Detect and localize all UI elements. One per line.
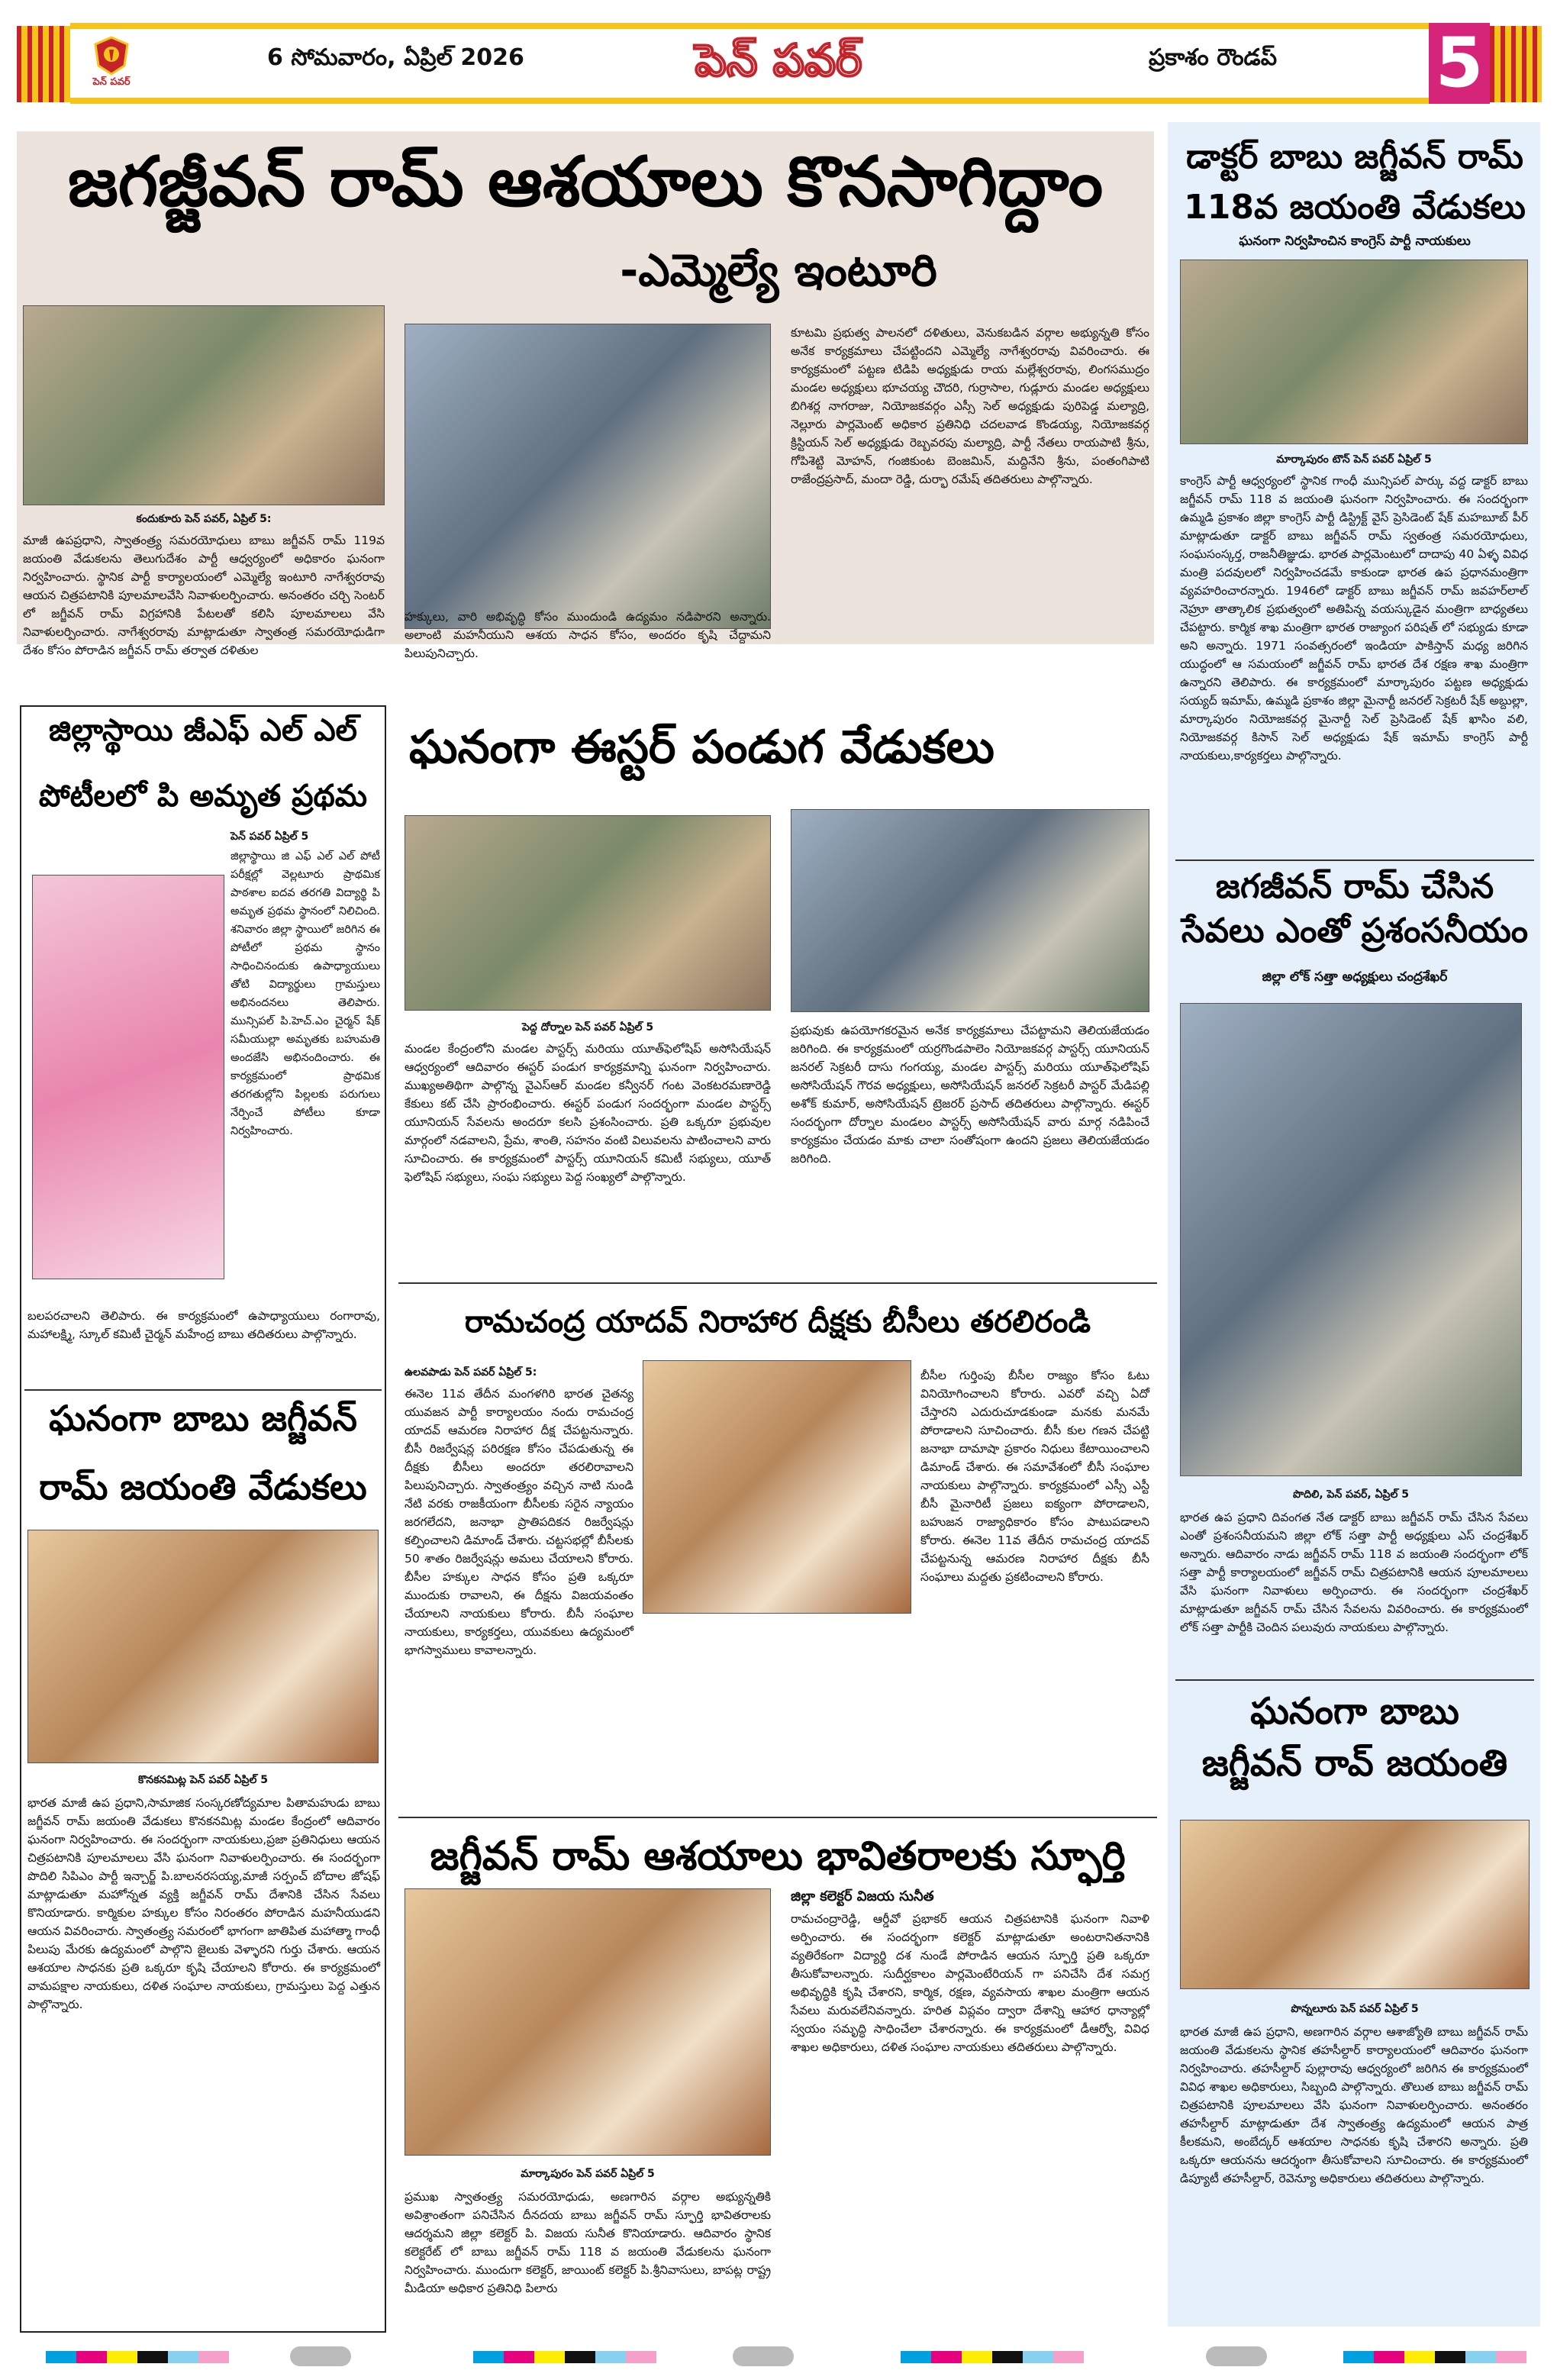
collector-col2: రామచంద్రారెడ్డి, ఆర్డీవో ప్రభాకర్ ఆయన చిత్రపటానికి ఘనంగా నివాళి అర్పించారు. ఈ సందర్భంగా కలెక్టర్ మాట్లాడుతూ అంటరానితనానికి వ్యతిరేకంగా విద్యార్థి దశ నుండే పోరాడిన ఆయన స్ఫూర్తి ప్రతి ఒక్కరూ తీసుకోవాలన్నారు. సుదీర్ఘకాలం పార్లమెంటేరియన్ గా పనిచేసి దేశ సమగ్ర అభివృద్ధికి కృషి చేశారని, కార్మిక, రక్షణ, వ్యవసాయ శాఖల మంత్రిగా ఆయన సేవలు మరువలేనివన్నారు. హరిత విప్లవం ద్వారా దేశాన్ని ఆహార ధాన్యాల్లో స్వయం సమృద్ధి సాధించేలా చేశారన్నారు. ఈ కార్యక్రమంలో డీఆర్వో, వివిధ శాఖల అధికారులు, దళిత సంఘాల నాయకులు తదితరులు పాల్గొన్నారు. <box>791 1912 1149 2054</box>
left-top-body-below: బలపరచాలని తెలిపారు. ఈ కార్యక్రమంలో ఉపాధ్యాయులు రంగారావు, మహాలక్ష్మి, స్కూల్ కమిటీ చైర్మన్ మహేంద్ర బాబు తదితరులు పాల్గొన్నారు. <box>27 1309 380 1341</box>
sidebar-mid-headline-2: సేవలు ఎంతో ప్రశంసనీయం <box>1181 911 1529 950</box>
left-mid-headline-1: ఘనంగా బాబు జగ్జీవన్ <box>49 1398 357 1439</box>
collector-col1: ప్రముఖ స్వాతంత్ర్య సమరయోధుడు, అణగారిన వర్గాల అభ్యున్నతికి అవిశ్రాంతంగా పనిచేసిన దీనదయ బాబు జగ్జీవన్ రామ్ స్ఫూర్తి భావితరాలకు ఆదర్శమని జిల్లా కలెక్టర్ పి. విజయ సునీత కొనియాడారు. ఆదివారం స్థానిక కలెక్టరేట్ లో బాబు జగ్జీవన్ రామ్ 118 వ జయంతి వేడుకలను ఘనంగా నిర్వహించారు. ముందుగా కలెక్టర్, జాయింట్ కలెక్టర్ పి.శ్రీనివాసులు, బాపట్ల రాష్ట్ర మీడియా అధికార ప్రతినిధి పిలారు <box>405 2190 771 2295</box>
left-top-headline-1: జిల్లాస్థాయి జీఎఫ్ ఎల్ ఎల్ <box>48 713 358 748</box>
sidebar-divider-1 <box>1175 859 1534 861</box>
lead-col2: హక్కులు, వారి అభివృద్ధి కోసం ముందుండి ఉద్యమం నడిపారని అన్నారు. అలాంటి మహనీయుని ఆశయ సాధన కోసం, అందరం కృషి చేద్దామని పిలుపునిచ్చారు. <box>405 610 771 660</box>
sidebar-bottom-body: భారత మాజీ ఉప ప్రధాని, అణగారిన వర్గాల ఆశాజ్యోతి బాబు జగ్జీవన్ రామ్ జయంతి వేడుకలను స్థానిక తహసీల్దార్ కార్యాలయంలో ఆదివారం ఘనంగా నిర్వహించారు. తహసీల్దార్ పుల్లారావు ఆధ్వర్యంలో జరిగిన ఈ కార్యక్రమంలో వివిధ శాఖల అధికారులు, సిబ్బంది పాల్గొన్నారు. తొలుత బాబు జగ్జీవన్ రామ్ చిత్రపటానికి పూలమాలలు వేసి ఘనంగా నివాళులర్పించారు. అనంతరం తహసీల్దార్ మాట్లాడుతూ దేశ స్వాతంత్ర్య ఉద్యమంలో ఆయన పాత్ర కీలకమని, అంబేద్కర్ ఆశయాల సాధనకు కృషి చేశారని అన్నారు. ప్రతి ఒక్కరూ ఆయనను ఆదర్శంగా తీసుకోవాలని సూచించారు. ఈ కార్యక్రమంలో డిప్యూటీ తహసీల్దార్, రెవెన్యూ అధికారులు తదితరులు పాల్గొన్నారు. <box>1180 2025 1528 2185</box>
left-top-body-side: జిల్లాస్థాయి జి ఎఫ్ ఎల్ ఎల్ పోటీ పరీక్షల్లో వెల్లటూరు ప్రాథమిక పాఠశాల ఐదవ తరగతి విద్యార్థి పి అమృత ప్రథమ స్థానంలో నిలిచింది. శనివారం జిల్లా స్థాయిలో జరిగిన ఈ పోటీలో ప్రథమ స్థానం సాధించినందుకు ఉపాధ్యాయులు తోటి విద్యార్థులు గ్రామస్తులు అభినందనలు తెలిపారు. మున్సిపల్ పి.హెచ్.ఎం చైర్మన్ షేక్ సమీయుల్లా అమృతకు బహుమతి అందజేసి అభినందించారు. ఈ కార్యక్రమంలో ప్రాథమిక తరగతుల్లోని పిల్లలకు పరుగులు నేర్పించే పోటీలు కూడా నిర్వహించారు. <box>230 850 380 1137</box>
lead-headline: జగజ్జీవన్ రామ్ ఆశయాలు కొనసాగిద్దాం <box>67 142 1104 222</box>
lead-photo-office <box>23 305 385 505</box>
ramachandra-headline: రామచంద్ర యాదవ్ నిరాహార దీక్షకు బీసీలు తరలిరండి <box>464 1304 1091 1340</box>
registration-mark-3 <box>1206 2346 1267 2366</box>
sidebar-top-caption: మార్కాపురం టౌన్ పెన్ పవర్ ఏప్రిల్ 5 <box>1276 453 1432 466</box>
print-color-bar-left <box>46 2351 229 2363</box>
header-rule-bottom <box>70 98 1429 104</box>
lead-photo-statue <box>405 324 771 629</box>
left-mid-body: భారత మాజీ ఉప ప్రధాని,సామాజిక సంస్కరణోద్యమాల పితామహుడు బాబు జగ్జీవన్ రామ్ జయంతి వేడుకలు కొనకనమిట్ల మండల కేంద్రంలో ఆదివారం ఘనంగా నిర్వహించారు. ఈ సందర్భంగా నాయకులు,ప్రజా ప్రతినిధులు ఆయన చిత్రపటానికి పూలమాలలు వేసి ఘనంగా నివాళులర్పించారు. ఈ సందర్భంగా పొదిలి సిపిఎం పార్టీ ఇన్చార్జ్ పి.బాలనరసయ్య,మాజీ సర్పంచ్ బోదాల జోషఫ్ మాట్లాడుతూ మహోన్నత వ్యక్తి జగ్జీవన్ రామ్ దేశానికి చేసిన సేవలు కొనియాడారు. కార్మికుల హక్కుల కోసం నిరంతరం పోరాడిన మహనీయుడని ఆయన వివరించారు. స్వాతంత్ర్య సమరంలో భాగంగా జాతిపిత మహాత్మా గాంధీ పిలుపు మేరకు ఉద్యమంలో పాల్గొని జైలుకు వెళ్ళారని గుర్తు చేశారు. ఆయన ఆశయాల సాధనకు ప్రతి ఒక్కరూ కృషి చేయాలని కోరారు. ఈ కార్యక్రమంలో వామపక్షాల నాయకులు, దళిత సంఘాల నాయకులు, గ్రామస్తులు పెద్ద ఎత్తున పాల్గొన్నారు. <box>27 1796 380 2011</box>
sidebar-mid-headline-1: జగజీవన్ రామ్ చేసిన <box>1215 867 1494 906</box>
paper-masthead: పెన్ పవర్ <box>695 34 862 86</box>
page-number-box <box>1429 23 1490 104</box>
paper-logo <box>79 29 143 96</box>
center-divider-1 <box>398 1282 1157 1284</box>
collector-subhead: జిల్లా కలెక్టర్ విజయ సునీత <box>791 1888 934 1904</box>
logo-caption: పెన్ పవర్ <box>92 76 131 88</box>
ramachandra-col2: బీసీల గుర్తింపు బీసీల రాజ్యం కోసం ఓటు వినియోగించాలని కోరారు. ఎవరో వచ్చి ఏదో చేస్తారని ఎదురుచూడకుండా మనకు మనమే పోరాడాలని సూచించారు. బీసీ కుల గణన చేపట్టి జనాభా దామాషా ప్రకారం నిధులు కేటాయించాలని డిమాండ్ చేశారు. ఈ సమావేశంలో బీసీ సంఘాల నాయకులు పాల్గొన్నారు. కార్యక్రమంలో ఎస్సీ ఎస్టీ బీసీ మైనారిటీ ప్రజలు ఐక్యంగా పోరాడాలని, బహుజన రాజ్యాధికారం కోసం పాటుపడాలని కోరారు. ఈనెల 11వ తేదీన రామచంద్ర యాదవ్ చేపట్టనున్న ఆమరణ నిరాహార దీక్షకు బీసీ సంఘాలు మద్దతు ప్రకటించాలని కోరారు. <box>920 1369 1149 1584</box>
page-number: 5 <box>1435 23 1484 103</box>
lead-col1: మాజీ ఉపప్రధాని, స్వాతంత్ర్య సమరయోధులు బాబు జగ్జీవన్ రామ్ 119వ జయంతి వేడుకలను తెలుగుదేశం పార్టీ ఆధ్వర్యంలో అధికారం ఘనంగా నిర్వహించారు. స్థానిక పార్టీ కార్యాలయంలో ఎమ్మెల్యే ఇంటూరి నాగేశ్వరరావు ఆయన చిత్రపటానికి పూలమాలవేసి నివాళులర్పించారు. అనంతరం చర్చి సెంటర్ లో జగ్జీవన్ రామ్ విగ్రహానికి పేటలతో కలిసి పూలమాలలు వేసి నివాళులర్పించారు. నాగేశ్వరరావు మాట్లాడుతూ స్వాతంత్ర సమరయోధుడిగా దేశం కోసం పోరాడిన జగ్జీవన్ రామ్ తర్వాత దళితుల <box>23 534 385 657</box>
left-mid-headline-2: రామ్ జయంతి వేడుకలు <box>39 1466 367 1508</box>
sidebar-top-photo <box>1180 260 1528 444</box>
left-top-dateline: పెన్ పవర్ ఏప్రిల్ 5 <box>230 830 309 843</box>
print-color-bar-right <box>901 2351 1084 2363</box>
header-stripe-left <box>17 26 70 102</box>
registration-mark-1 <box>290 2346 351 2366</box>
easter-headline: ఘనంగా ఈస్టర్ పండుగ వేడుకలు <box>409 721 994 774</box>
sidebar-bottom-caption: పొన్నలూరు పెన్ పవర్ ఏప్రిల్ 5 <box>1291 2003 1419 2015</box>
lead-col3: కూటమి ప్రభుత్వ పాలనలో దళితులు, వెనుకబడిన వర్గాల అభ్యున్నతి కోసం అనేక కార్యక్రమాలు చేపట్టిందని ఎమ్మెల్యే నాగేశ్వరరావు వివరించారు. ఈ కార్యక్రమంలో పట్టణ టిడిపి అధ్యక్షుడు రాయ మల్లేశ్వరరావు, లింగసముద్రం మండల అధ్యక్షులు భూచయ్య చౌదరి, గుర్రాసాల, గుడ్లూరు మండల అధ్యక్షులు బిగిశర్ల నాగరాజు, నియోజకవర్గం ఎస్సీ సెల్ అధ్యక్షుడు పురిపెడ్డ మల్యాద్రి, నెల్లూరు పార్లమెంట్ అధికార ప్రతినిధి చదలవాడ కొండయ్య, నియోజకవర్గ క్రిస్టియన్ సెల్ అధ్యక్షుడు రెబ్బవరపు మల్యాద్రి, పార్టీ నేతలు రాయపాటి శ్రీను, గోపిశెట్టి మోహన్, గంజికుంట బెంజమిన్, మద్దినేని శ్రీను, పంతంగిపాటి రాజేంద్రప్రసాద్, మందా రెడ్డి, దుర్భా రమేష్ తదితరులు పాల్గొన్నారు. <box>791 326 1149 486</box>
left-divider-1 <box>24 1389 382 1391</box>
ramachandra-photo <box>643 1360 911 1614</box>
sidebar-top-subhead: ఘనంగా నిర్వహించిన కాంగ్రెస్ పార్టీ నాయకులు <box>1239 234 1471 249</box>
registration-mark-2 <box>733 2346 794 2366</box>
easter-col2: ప్రభువుకు ఉపయోగకరమైన అనేక కార్యక్రమాలు చేపట్టామని తెలియజేయడం జరిగింది. ఈ కార్యక్రమంలో యర్రగొండపాలెం నియోజకవర్గ పాస్టర్స్ యూనియన్ జనరల్ సెక్రటరీ దాసు గంగయ్య, మండల పాస్టర్స్ మరియు యూత్‌ఫెలోషిప్ అసోసియేషన్ గౌరవ అధ్యక్షులు, అసోసియేషన్ జనరల్ సెక్రటరీ పాస్టర్ మేడిపల్లి అశోక్ కుమార్, అసోసియేషన్ ట్రెజరర్ ప్రసాద్ తదితరులు పాల్గొన్నారు. ఈస్టర్ సందర్భంగా దోర్నాల మండలం పాస్టర్స్ అసోసియేషన్ వారు మార్గ నడిపించే కార్యక్రమం చేయడం మాకు చాలా సంతోషంగా ఉందని ప్రజలు తెలియజేయడం జరిగింది. <box>791 1024 1149 1166</box>
sidebar-top-headline-1: డాక్టర్ బాబు జగ్జీవన్ రామ్ <box>1186 137 1523 176</box>
sidebar-mid-subhead: జిల్లా లోక్ సత్తా అధ్యక్షులు చంద్రశేఖర్ <box>1262 969 1448 985</box>
sidebar-divider-2 <box>1175 1679 1534 1681</box>
easter-photo-2 <box>791 809 1149 1012</box>
left-top-photo-student <box>32 875 224 1279</box>
sidebar-mid-photo <box>1180 1003 1522 1476</box>
lead-dateline: కందుకూరు పెన్ పవర్, ఏప్రిల్ 5: <box>136 513 272 525</box>
collector-headline: జగ్జీవన్ రామ్ ఆశయాలు భావితరాలకు స్ఫూర్తి <box>430 1833 1126 1879</box>
print-color-bar-center <box>473 2351 656 2363</box>
left-mid-caption: కొనకనమిట్ల పెన్ పవర్ ఏప్రిల్ 5 <box>137 1774 269 1786</box>
print-color-bar-far-right <box>1343 2351 1526 2363</box>
sidebar-mid-body: భారత ఉప ప్రధాని దివంగత నేత డాక్టర్ బాబు జగ్జీవన్ రామ్ చేసిన సేవలు ఎంతో ప్రశంసనీయమని జిల్లా లోక్ సత్తా పార్టీ అధ్యక్షులు ఎస్ చంద్రశేఖర్ అన్నారు. ఆదివారం నాడు జగ్జీవన్ రామ్ 118 వ జయంతి సందర్భంగా లోక్ సత్తా పార్టీ కార్యాలయంలో జగ్జీవన్ రామ్ చిత్రపటానికి ఆయన పూలమాలలు వేసి ఘనంగా నివాళులు అర్పించారు. ఈ సందర్భంగా చంద్రశేఖర్ మాట్లాడుతూ జగ్జీవన్ రామ్ చేసిన సేవలను వివరించారు. ఈ కార్యక్రమంలో లోక్ సత్తా పార్టీకి చెందిన పలువురు నాయకులు పాల్గొన్నారు. <box>1180 1511 1528 1634</box>
collector-caption: మార్కాపురం పెన్ పవర్ ఏప్రిల్ 5 <box>521 2168 655 2180</box>
section-name: ప్రకాశం రౌండప్ <box>1149 44 1278 71</box>
pen-power-emblem-icon <box>91 35 132 76</box>
easter-photo-1 <box>405 815 771 1011</box>
sidebar-bottom-photo <box>1180 1820 1530 1989</box>
sidebar-bottom-headline-1: ఘనంగా బాబు <box>1250 1690 1459 1733</box>
center-divider-2 <box>398 1817 1157 1818</box>
ramachandra-col1-top: ఈనెల 11వ తేదీన మంగళగిరి భారత చైతన్య యువజన పార్టీ కార్యాలయం నందు రామచంద్ర యాదవ్ ఆమరణ నిరాహార దీక్ష చేపట్టనున్నారు. బీసీ రిజర్వేషన్ల పరిరక్షణ కోసం చేపడుతున్న ఈ దీక్షకు బీసీలు అందరూ తరలిరావాలని పిలుపునిచ్చారు. స్వాతంత్ర్యం వచ్చిన నాటి నుండి నేటి వరకు రాజకీయంగా బీసీలకు సరైన న్యాయం జరగలేదని, జనాభా ప్రాతిపదికన రిజర్వేషన్లు కల్పించాలని డిమాండ్ చేశారు. చట్టసభల్లో బీసీలకు 50 శాతం రిజర్వేషన్లు అమలు చేయాలని కోరారు. బీసీల హక్కుల సాధన కోసం ప్రతి ఒక్కరూ ముందుకు రావాలని, ఈ దీక్షను విజయవంతం చేయాలని నాయకులు కోరారు. బీసీ సంఘాల నాయకులు, కార్యకర్తలు, యువకులు ఉద్యమంలో భాగస్వాములు కావాలన్నారు. <box>405 1387 633 1657</box>
sidebar-top-headline-2: 118వ జయంతి వేడుకలు <box>1184 188 1526 227</box>
left-mid-photo <box>27 1530 379 1763</box>
left-top-headline-2: పోటీలలో పి అమృత ప్రథమ <box>38 779 368 814</box>
issue-date: 6 సోమవారం, ఏప్రిల్ 2026 <box>267 44 524 71</box>
sidebar-mid-caption: పొదిలి, పెన్ పవర్, ఏప్రిల్ 5 <box>1292 1488 1410 1501</box>
easter-caption: పెద్ద దోర్నాల పెన్ పవర్ ఏప్రిల్ 5 <box>521 1021 654 1034</box>
sidebar-top-body: కాంగ్రెస్ పార్టీ ఆధ్వర్యంలో స్థానిక గాంధీ మున్సిపల్ పార్కు వద్ద డాక్టర్ బాబు జగ్జీవన్ రామ్ 118 వ జయంతి ఘనంగా నిర్వహించారు. ఈ సందర్భంగా ఉమ్మడి ప్రకాశం జిల్లా కాంగ్రెస్ పార్టీ డిస్ట్రిక్ట్ వైస్ ప్రెసిడెంట్ షేక్ మహబూబ్ పీర్ మాట్లాడుతూ డాక్టర్ బాబు జగ్జీవన్ రామ్ స్వతంత్ర సమరయోధులు, సంఘసంస్కర్త, రాజనీతిజ్ఞుడు. భారత పార్లమెంటులో దాదాపు 40 ఏళ్ళ వివిధ మంత్రి పదవులలో నిర్వహించడమే కాకుండా భారత ఉప ప్రధానమంత్రిగా వ్యవహరించారన్నారు. 1946లో డాక్టర్ బాబు జగ్జీవన్ రామ్ జవహర్‌లాల్ నెహ్రూ తాత్కాలిక ప్రభుత్వంలో అతిపిన్న వయస్కుడైన మంత్రిగా బాధ్యతలు చేపట్టారు. కార్మిక శాఖ మంత్రిగా భారత రాజ్యాంగ పరిషత్ లో సభ్యుడు కూడా అని అన్నారు. 1971 సంవత్సరంలో ఇండియా పాకిస్తాన్ మధ్య జరిగిన యుద్ధంలో ఆ సమయంలో జగ్జీవన్ రామ్ భారత దేశ రక్షణ శాఖ మంత్రిగా ఉన్నారని తెలిపారు. ఈ కార్యక్రమంలో మార్కాపురం పట్టణ అధ్యక్షుడు సయ్యద్ ఇమామ్, ఉమ్మడి ప్రకాశం జిల్లా మైనార్టీ జనరల్ సెక్రటరీ షేక్ అబ్దుల్లా, మార్కాపురం నియోజకవర్గ మైనార్టీ సెల్ ప్రెసిడెంట్ షేక్ ఖాసిం వలి, నియోజకవర్గ కిసాన్ సెల్ అధ్యక్షుడు షేక్ ఇమామ్ కాంగ్రెస్ పార్టీ నాయకులు,కార్యకర్తలు పాల్గొన్నారు. <box>1180 474 1528 763</box>
lead-byline: -ఎమ్మెల్యే ఇంటూరి <box>620 244 937 296</box>
easter-col1: మండల కేంద్రంలోని మండల పాస్టర్స్ మరియు యూత్‌ఫెలోషిప్ అసోసియేషన్ ఆధ్వర్యంలో ఆదివారం ఈస్టర్ పండుగ కార్యక్రమాన్ని ఘనంగా నిర్వహించారు. ముఖ్యఅతిథిగా పాల్గొన్న వైఎస్ఆర్ మండల కన్వీనర్ గంట వెంకటరమణారెడ్డి కేకులు కట్ చేసి ప్రారంభించారు. ఈస్టర్ పండుగ సందర్భంగా మండల పాస్టర్స్ యూనియన్ సేవలను అందరూ కలసి ప్రశంసించారు. ప్రతి ఒక్కరూ ప్రభువుల మార్గంలో నడవాలని, ప్రేమ, శాంతి, సహనం వంటి విలువలను పాటించాలని వారు సూచించారు. ఈ కార్యక్రమంలో పాస్టర్స్ యూనియన్ కమిటీ సభ్యులు, యూత్ ఫెలోషిప్ సభ్యులు, సంఘ సభ్యులు పెద్ద సంఖ్యలో పాల్గొన్నారు. <box>405 1042 771 1184</box>
sidebar-bottom-headline-2: జగ్జీవన్ రావ్ జయంతి <box>1201 1742 1508 1785</box>
header-stripe-right <box>1490 26 1542 102</box>
ramachandra-dateline: ఉలవపాడు పెన్ పవర్ ఏప్రిల్ 5: <box>405 1366 537 1379</box>
collector-photo <box>405 1888 771 2156</box>
